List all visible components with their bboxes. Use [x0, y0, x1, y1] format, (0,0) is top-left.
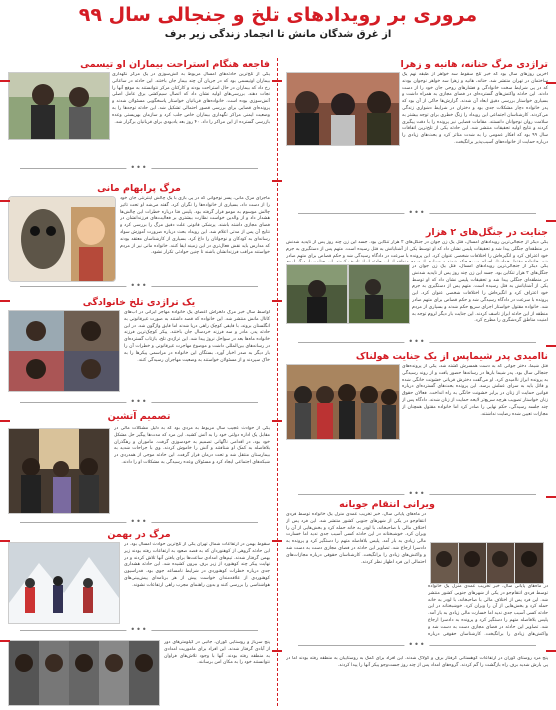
- article-photo: [430, 542, 544, 584]
- article-title: تصمیم آتشین: [107, 411, 171, 422]
- article-title: ویرانی انتقام جویانه: [339, 499, 435, 510]
- article-right-2: [286, 226, 548, 336]
- article-photo: [8, 310, 120, 392]
- article-photo: [8, 72, 110, 140]
- article-body: اواسط سال خبر مرگ دلخراش اعضای یک خانواده مهاجر ایرانی در آب‌های کانال مانش منتشر شد. این خانواده که قصد داشتند به صورت غیرقانونی به انگلستان بروند، با قایقی کوچک راهی دریا شدند اما قایق واژگون شد. در این حادثه پدر، مادر و سه فرزند خردسال جان باختند. پیکر کوچک‌ترین فرزند خانواده ماه‌ها بعد در سواحل نروژ پیدا شد. این تراژدی تلخ، بازتاب گسترده‌ای در رسانه‌های بین‌المللی داشت و موضوع مهاجرت غیرقانونی و خطرات آن را بار دیگر به صدر اخبار آورد. بستگان این خانواده در مراسمی پیکرها را به خاک سپردند و از مسئولان خواستند به وضعیت مهاجران رسیدگی کنند.: [124, 310, 270, 363]
- article-body: ماجرای مرگ مانی، پسر نوجوانی که در پی بازی با یک چالش اینترنتی جان خود را از دست داد، بسیاری از خانواده‌ها را نگران کرد. گفته می‌شد او تحت تاثیر چالش موسوم به مومو قرار گرفته بود. پلیس فتا درباره خطرات این چالش‌ها هشدار داد و از والدین خواست نظارت بیشتری بر فعالیت‌های فرزندانشان در فضای مجازی داشته باشند. پزشکی قانونی علت دقیق مرگ را بررسی کرد و نتایج آن پس از مدتی اعلام شد. این رویداد بحث درباره ضرورت آموزش سواد رسانه‌ای به کودکان و نوجوانان را داغ کرد. بسیاری از کارشناسان معتقد بودند که مدارس باید نقش فعال‌تری در این زمینه ایفا کنند. خانواده مانی نیز از مردم خواستند مراقب فرزندانشان باشند تا چنین حوادثی تکرار نشود.: [120, 196, 270, 256]
- article-title: جنایت در جنگل‌های ۲ هزار: [425, 227, 548, 238]
- article-body: یکی دیگر از جنجالی‌ترین رویدادهای امسال، قتل یک زن جوان در جنگل‌های ۲ هزار تنکابن بود. جسد این زن چند روز پس از ناپدید شدنش در منطقه‌ای جنگلی پیدا شد و تحقیقات پلیس نشان داد که او توسط یکی از آشنایانش به قتل رسیده است. متهم پس از دستگیری به جرم خود اعتراف کرد و انگیزه‌اش را اختلافات شخصی عنوان کرد. این پرونده با سرعت در دادگاه رسیدگی شد و حکم قصاص برای متهم صادر: [286, 240, 548, 259]
- article-photo: [286, 264, 348, 324]
- article-title: مرگ در بهمن: [107, 529, 171, 540]
- section-divider: •••: [20, 402, 258, 413]
- article-body: پنج سرباز و روستایی کوران، جانبی در کیلومترهای دور از آبادی گرفتار شدند. این افراد برای ماموریت امدادی به منطقه رفته بودند. آنها با وجود تلاش‌های فراوان نتوانستند خود را به مکان امن برسانند.: [164, 640, 270, 666]
- article-body-continued: یکی دیگر از جنجالی‌ترین رویدادهای امسال، قتل یک زن جوان در جنگل‌های ۲ هزار تنکابن بود. جسد این زن چند روز پس از ناپدید شدنش در منطقه‌ای جنگلی پیدا شد و تحقیقات پلیس نشان داد که او توسط یکی از آشنایانش به قتل رسیده است. متهم پس از دستگیری به جرم خود اعتراف کرد و انگیزه‌اش را اختلافات شخصی عنوان کرد. این پرونده با سرعت در دادگاه رسیدگی شد و حکم قصاص برای متهم صادر شد. خانواده مقتول خواستار اجرای سریع حکم شدند و بسیاری از مردم منطقه از این حادثه ابراز تاسف کردند. این جنایت بار دیگر لزوم توجه به امنیت مناطق گردشگری را مطرح کرد.: [412, 264, 548, 324]
- article-left-2: [8, 182, 270, 282]
- page-subtitle: از غرق شدگان مانش تا انجماد زندگی زیر برف: [164, 29, 392, 40]
- column-separator: [277, 58, 278, 706]
- article-left-6: [8, 640, 270, 706]
- article-right-3: [286, 350, 548, 492]
- article-photo: [8, 640, 160, 706]
- article-body: در ماه‌های پایانی سال، خبر تخریب عمدی منزل یک خانواده توسط فردی انتقام‌جو در یکی از شهرهای جنوبی کشور منتشر شد. این فرد پس از اختلاف مالی با صاحبخانه، با لودر به خانه حمله کرد و بخش‌هایی از آن را ویران کرد. خوشبختانه در این حادثه کسی آسیب جدی ندید اما خسارت مالی زیادی به بار آمد. پلیس بلافاصله متهم را دستگیر کرد و پرونده به دادسرا ارجاع شد. تصاویر این حادثه در فضای مجازی دست به دست شد و واکنش‌های زیادی را برانگیخت. کارشناسان حقوقی درباره مجازات‌های احتمالی این فرد اظهار نظر کردند.: [286, 512, 426, 565]
- section-divider: •••: [298, 494, 536, 505]
- section-divider: •••: [20, 630, 258, 641]
- article-body: قتل شیما، دختر جوانی که به دست همسرش کشته شد، یکی از پرونده‌های جنجالی سال بود. پدر شیما بارها در رسانه‌ها حضور یافت و از روند رسیدگی به پرونده ابراز ناامیدی کرد. او می‌گفت دخترش قربانی خشونت خانگی شده و قاتل باید به سزای عملش برسد. این پرونده بحث‌های گسترده‌ای درباره قوانین حمایت از زنان در برابر خشونت خانگی به راه انداخت. فعالان حقوق زنان خواستار تصویب هرچه سریع‌تر لایحه حمایت از زنان شدند. دادگاه پس از چند جلسه رسیدگی، حکم نهایی را صادر کرد اما خانواده مقتول همچنان از مجازات تعیین شده رضایت نداشتند.: [402, 364, 548, 417]
- article-left-5: [8, 528, 270, 626]
- page-header: [0, 0, 556, 50]
- page-title: مروری بر رویدادهای تلخ و جنجالی سال ۹۹: [78, 4, 478, 26]
- section-divider: •••: [20, 168, 258, 179]
- section-divider: •••: [20, 522, 258, 533]
- section-divider: •••: [298, 645, 536, 656]
- article-title: ناامیدی پدر شیماپس از یک جنایت هولناک: [355, 351, 548, 362]
- article-left-4: [8, 410, 270, 518]
- article-body-continued: در ماه‌های پایانی سال، خبر تخریب عمدی منزل یک خانواده توسط فردی انتقام‌جو در یکی از شهرهای جنوبی کشور منتشر شد. این فرد پس از اختلاف مالی با صاحبخانه، با لودر به خانه حمله کرد و بخش‌هایی از آن را ویران کرد. خوشبختانه در این حادثه کسی آسیب جدی ندید اما خسارت مالی زیادی به بار آمد. پلیس بلافاصله متهم را دستگیر کرد و پرونده به دادسرا ارجاع شد. تصاویر این حادثه در فضای مجازی دست به دست شد و واکنش‌های زیادی را برانگیخت. کارشناسان حقوقی درباره: [428, 584, 548, 636]
- article-photo: [348, 264, 410, 324]
- article-body: یکی از حوادث عجیب سال مربوط به مردی بود که به دلیل مشکلات مالی در مقابل یک اداره دولتی خود را به آتش کشید. این مرد که مدت‌ها پیگیر حل مشکل خود بود، در اقدامی ناگهانی تصمیم به خودسوزی گرفت. ماموران و رهگذران بلافاصله به کمک او شتافتند و آتش را خاموش کردند. وی با جراحات شدید به بیمارستان منتقل شد و تحت درمان قرار گرفت. این حادثه موجی از همدردی در شبکه‌های اجتماعی ایجاد کرد و مسئولان وعده رسیدگی به مشکلات او را دادند.: [114, 426, 270, 465]
- article-body: آخرین روزهای سال بود که خبر تلخ سقوط سه خواهر از طبقه نهم یک ساختمان در تهران منتشر شد. حنانه، هانیه و زهرا سه خواهر نوجوان بودند که در پی شرایط سخت خانوادگی و فشارهای روحی جان خود را از دست دادند. این حادثه واکنش‌های گسترده‌ای در فضای مجازی به همراه داشت و بسیاری خواستار بررسی دقیق ابعاد آن شدند. گزارش‌ها حاکی از آن بود که پدر خانواده دچار مشکلات جدی بود و دختران در شرایط دشواری زندگی می‌کردند. کارشناسان اجتماعی این رویداد را زنگ خطری برای توجه بیشتر به سلامت روان نوجوانان دانستند. مقامات قضایی نیز پرونده را با دقت پیگیری کردند و نتایج اولیه تحقیقات منتشر شد. این حادثه یکی از تلخ‌ترین اتفاقات سال ۹۹ بود که افکار عمومی را به شدت متاثر کرد و بحث‌های زیادی را درباره حمایت از خانواده‌های آسیب‌پذیر برانگیخت.: [402, 72, 548, 145]
- article-title: فاجعه هنگام استراحت بیماران او تیسمی: [80, 59, 270, 70]
- article-body: پنج مرد روستای کوران در ارتفاعات کوهستانی گرفتار برف و کولاک شدند. این افراد برای کمک به روستاییان به منطقه رفته بودند اما در پی بارش شدید برف راه بازگشت را گم کردند. گروه‌های امداد پس از چند روز جست‌وجو پیکر آنها را پیدا کردند.: [286, 656, 548, 668]
- article-body: سقوط بهمن در ارتفاعات شمال تهران یکی از تلخ‌ترین حوادث امسال بود. در این حادثه گروهی از کوهنوردان که به قصد صعود به ارتفاعات رفته بودند زیر بهمن گرفتار شدند. تیم‌های امدادی ساعت‌ها برای یافتن آنها تلاش کردند و در نهایت پیکر چند کوهنورد از زیر برف بیرون کشیده شد. این حادثه هشداری جدی درباره خطرات کوهنوردی در شرایط نامساعد جوی بود. فدراسیون کوهنوردی از علاقه‌مندان خواست پیش از هر برنامه‌ای پیش‌بینی‌های هواشناسی را بررسی کنند و بدون راهنمای مجرب راهی ارتفاعات نشوند.: [124, 542, 270, 588]
- article-title: یک تراژدی تلخ خانوادگی: [82, 297, 196, 308]
- article-right-1: [286, 58, 548, 210]
- section-divider: •••: [298, 213, 536, 224]
- article-right-5: [286, 652, 548, 706]
- article-left-3: [8, 296, 270, 400]
- article-right-4: [286, 498, 548, 638]
- article-left-1: [8, 58, 270, 170]
- article-photo: [286, 72, 400, 146]
- article-body: یکی از تلخ‌ترین حادثه‌های امسال مربوط به آتش‌سوزی در یک مرکز نگهداری بیماران اوتیسمی بود که در جریان آن چند بیمار جان باختند. این حادثه در ساعاتی رخ داد که بیماران در حال استراحت بودند و کارکنان مرکز نتوانستند به موقع آنها را نجات دهند. بررسی‌های اولیه نشان داد که اتصال سیم‌کشی برق عامل اصلی آتش‌سوزی بوده است. خانواده‌های قربانیان خواستار پاسخگویی مسئولان شدند و پرونده‌ای قضایی برای بررسی قصور احتمالی تشکیل شد. این حادثه توجه‌ها را به وضعیت ایمنی مراکز نگهداری بیماران خاص جلب کرد و سازمان بهزیستی وعده بازرسی گسترده از این مراکز را داد. ۴۰ روز بعد یادبودی برای قربانیان برگزار شد.: [112, 72, 270, 125]
- article-photo: [286, 364, 400, 440]
- article-photo: [8, 428, 110, 514]
- article-photo: [8, 542, 120, 624]
- article-title: تراژدی مرگ حنانه، هانیه و زهرا: [400, 59, 548, 70]
- article-title: مرگ پرابهام مانی: [97, 183, 181, 194]
- section-divider: •••: [298, 342, 536, 353]
- section-divider: •••: [20, 286, 258, 297]
- article-photo: [8, 196, 116, 282]
